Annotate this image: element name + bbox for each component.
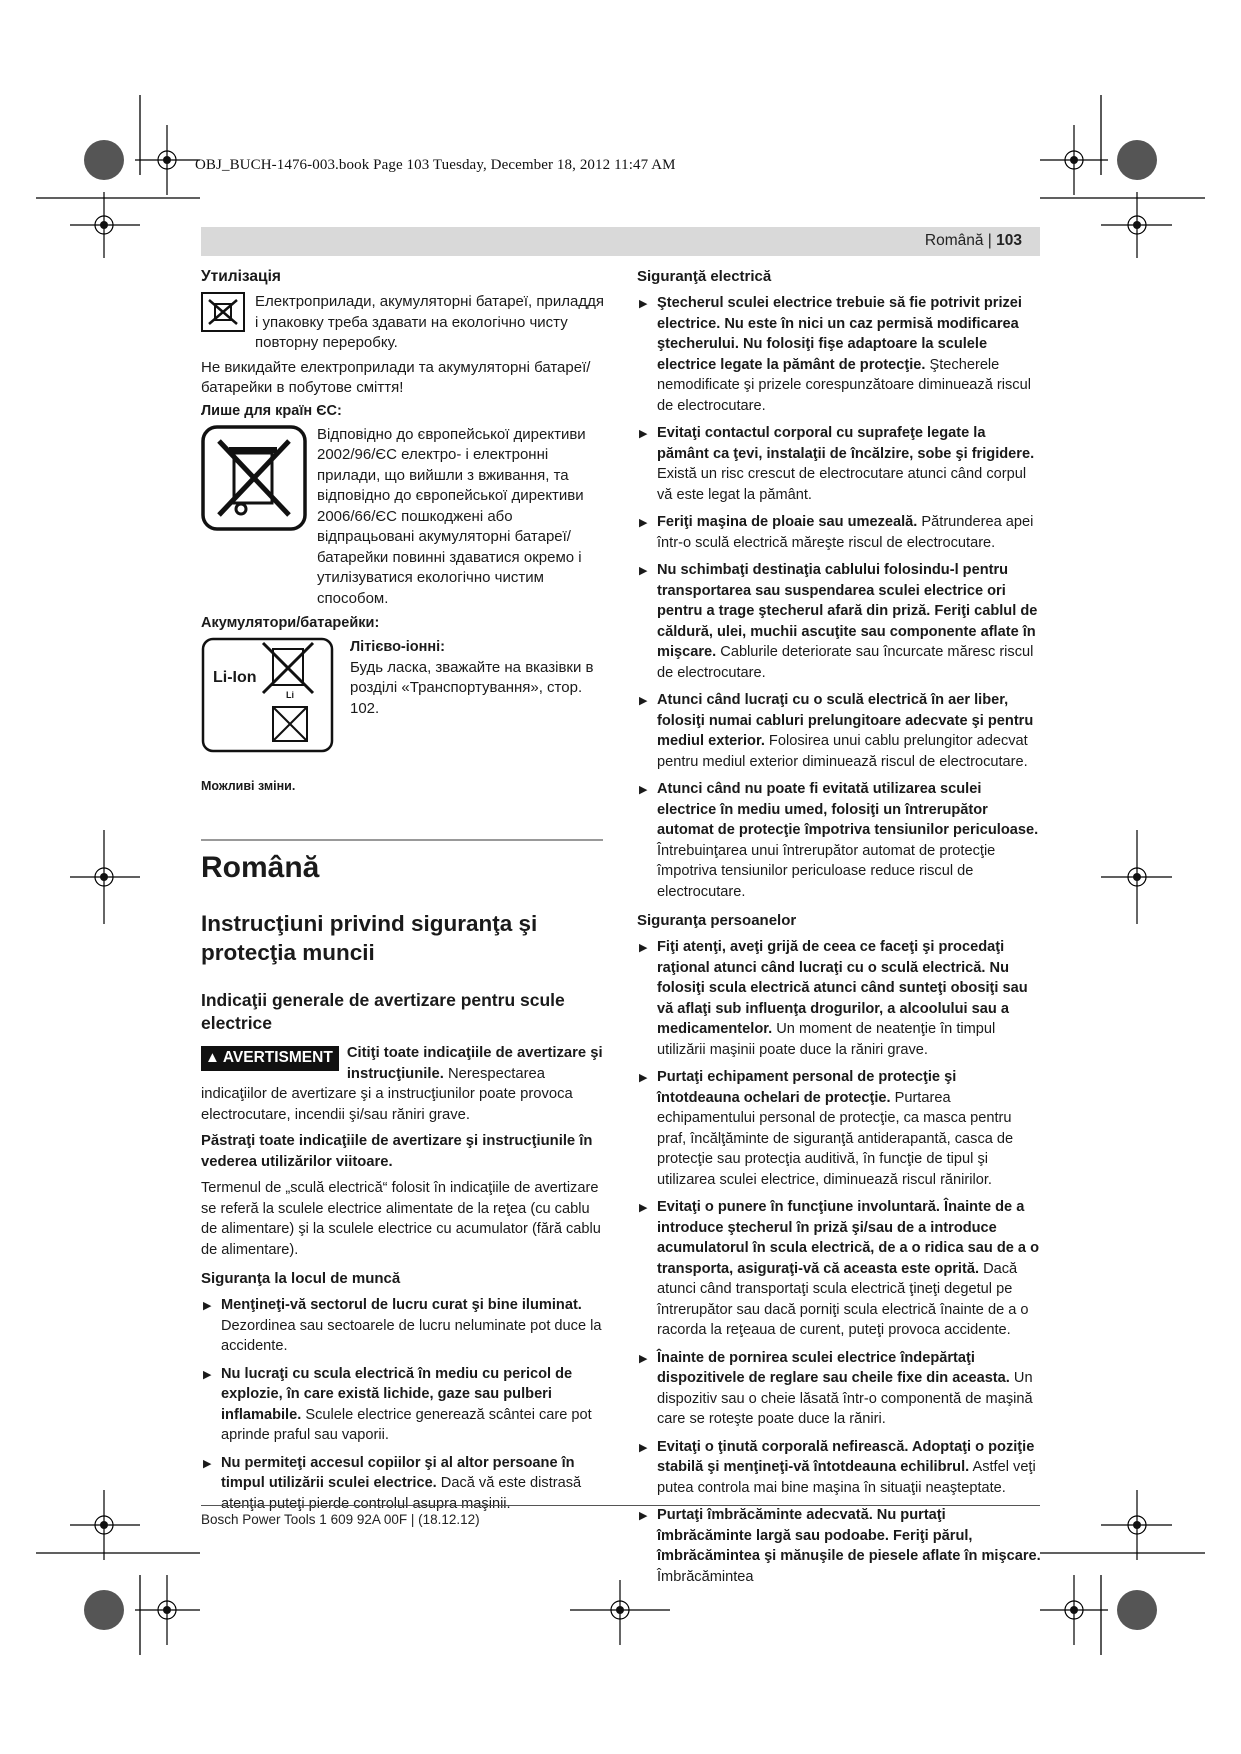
list-item — [201, 1364, 606, 1446]
list-item-bold: Atunci când nu poate fi evitată utilizarea sculei electrice în mediu umed, folosiţi un întrerupător automat de protecţie împotriva tensiunilor periculoase. — [657, 781, 1039, 838]
list-item-bold: Atunci când lucraţi cu o sculă electrică în aer liber, folosiţi numai cabluri prelungitoare adecvate şi pentru mediul exterior. — [657, 692, 1034, 749]
right-column — [637, 268, 1041, 1594]
liion-text: Будь ласка, зважайте на вказівки в розділі «Транспортування», стор. 102. — [350, 658, 594, 717]
page-footer: Bosch Power Tools 1 609 92A 00F | (18.12.12) — [201, 1512, 480, 1527]
warning-paragraph — [201, 1043, 606, 1125]
general-warnings-title: Indicaţii generale de avertizare pentru scule electrice — [201, 990, 565, 1033]
li-small-label: Li — [286, 690, 294, 700]
eu-label: Лише для країн ЄС: — [201, 402, 342, 419]
list-item — [637, 779, 1041, 902]
list-item-text: Există un risc crescut de electrocutare atunci când corpul vă este legat la pământ. — [657, 466, 1027, 503]
list-item — [637, 1197, 1041, 1341]
page-header-text — [925, 232, 1022, 250]
list-item — [637, 1067, 1041, 1190]
warning-triangle-icon: ▲ — [205, 1049, 220, 1066]
list-item-text: Astfel veţi putea controla mai bine maşina în situaţii neaşteptate. — [657, 1459, 1036, 1496]
header-separator: | — [987, 232, 992, 249]
list-item-bold: Evitaţi contactul corporal cu suprafeţe legate la pământ ca ţevi, instalaţii de încălzire, sobe şi frigidere. — [657, 425, 1035, 462]
batteries-label: Акумулятори/батарейки: — [201, 615, 380, 631]
safety-title: Instrucţiuni privind siguranţa şi protecţia muncii — [201, 911, 538, 965]
list-item-bold: Fiţi atenţi, aveţi grijă de ceea ce faceţi şi procedaţi raţional atunci când lucraţi cu o sculă electrică. Nu folosiţi scula electrică atunci când sunteţi obosiţi sau vă aflaţi sub influenţa drogurilor, a alcoolului sau a medicamentelor. — [657, 939, 1028, 1037]
header-language: Română — [924, 232, 984, 249]
list-item-bold: Purtaţi echipament personal de protecţie şi întotdeauna ochelari de protecţie. — [657, 1069, 957, 1106]
list-item-text: Întrebuinţarea unui întrerupător automat de protecţie împotriva tensiunilor periculoase reduce riscul de electrocutare. — [657, 842, 996, 900]
list-item-text: Folosirea unui cablu prelungitor adecvat pentru mediul exterior diminuează riscul de electrocutare. — [657, 733, 1028, 770]
list-item — [637, 937, 1041, 1060]
warning-badge — [201, 1046, 339, 1071]
list-item — [201, 1295, 606, 1357]
list-item-text: Purtarea echipamentului personal de protecţie, ca masca pentru praf, încălţăminte de siguranţă antiderapantă, casca de protecţie sau protecţia auditivă, în funcţie de tipul şi utilizarea sculei electrice, diminuează riscul rănirilor. — [657, 1089, 1014, 1188]
personal-safety-title: Siguranţa persoanelor — [637, 912, 797, 929]
work-area-list — [201, 1295, 606, 1514]
electrical-safety-list — [637, 293, 1041, 902]
list-item — [637, 1437, 1041, 1499]
list-item — [637, 293, 1041, 416]
list-item-text: Un moment de neatenţie în timpul utilizării maşinii poate duce la răniri grave. — [657, 1021, 996, 1058]
list-item-text: Cablurile deteriorate sau încurcate măresc riscul de electrocutare. — [657, 644, 1034, 681]
warning-badge-text: AVERTISMENT — [222, 1049, 333, 1066]
recycle-icon — [201, 292, 245, 354]
section-divider — [201, 839, 603, 841]
list-item-bold: Evitaţi o ţinută corporală nefirească. Adoptaţi o poziţie stabilă şi menţineţi-vă întotdeauna echilibrul. — [657, 1438, 1035, 1475]
list-item — [637, 1348, 1041, 1430]
utilization-text: Електроприлади, акумуляторні батареї, приладдя і упаковку треба здавати на екологічно чисту повторну переробку. — [255, 293, 604, 351]
list-item-text: Sculele electrice generează scântei care pot aprinde praful sau vaporii. — [221, 1406, 592, 1443]
changes-note: Можливі зміни. — [201, 779, 296, 793]
language-title: Română — [201, 851, 320, 884]
page-number: 103 — [996, 232, 1022, 249]
list-item — [637, 560, 1041, 683]
left-column — [201, 268, 606, 1521]
list-item — [637, 1505, 1041, 1587]
liion-icon-label: Li-Ion — [213, 669, 257, 686]
term-definition: Termenul de „sculă electrică“ folosit în indicaţiile de avertizare se referă la sculele electrice alimentate de la reţea (cu cablu de alimentare) şi la sculele electrice cu acumulator (fără cablu de alimentare). — [201, 1180, 601, 1258]
list-item-text: Dezordinea sau sectoarele de lucru neluminate pot duce la accidente. — [221, 1317, 602, 1354]
liion-text-block — [350, 637, 606, 753]
list-item-text: Îmbrăcămintea — [657, 1568, 754, 1585]
list-item — [637, 423, 1041, 505]
utilization-title: Утилізація — [201, 268, 281, 285]
list-item-text: Pătrunderea apei într-o sculă electrică măreşte riscul de electrocutare. — [657, 514, 1034, 551]
list-item-bold: Ştecherul sculei electrice trebuie să fie potrivit prizei electrice. Nu este în nici un caz permisă modificarea ştecherului. Nu folosiţi fişe adaptoare la sculele electrice legate la pământ de protecţie. — [657, 295, 1022, 373]
eu-row — [201, 425, 606, 610]
list-item — [637, 512, 1041, 553]
personal-safety-list — [637, 937, 1041, 1587]
list-item — [637, 690, 1041, 772]
list-item-bold: Nu permiteţi accesul copiilor şi al altor persoane în timpul utilizării sculei electrice. — [221, 1454, 575, 1491]
list-item-bold: Evitaţi o punere în funcţiune involuntară. Înainte de a introduce ştecherul în priză şi/sau de a introduce acumulatorul în scula electrică, de a o ridica sau de a o transporta, asiguraţi-vă că aceasta este oprită. — [657, 1199, 1040, 1277]
footer-rule — [201, 1505, 1040, 1506]
liion-icon — [201, 637, 334, 753]
work-area-title: Siguranţa la locul de muncă — [201, 1270, 401, 1287]
crossed-bin-icon — [201, 425, 307, 610]
list-item-text: Dacă vă este distrasă atenţia puteţi pierde controlul asupra maşinii. — [221, 1475, 582, 1512]
list-item-text: Dacă atunci când transportaţi scula electrică ţineţi degetul pe întrerupător sau dacă porniţi scula electrică înainte de a o racorda la reţeaua de curent, puteţi provoca accidente. — [657, 1260, 1029, 1338]
list-item-bold: Înainte de pornirea sculei electrice îndepărtaţi dispozitivele de reglare sau cheile fixe din aceasta. — [657, 1349, 1010, 1386]
liion-label: Літієво-іонні: — [350, 639, 446, 655]
list-item-bold: Nu lucraţi cu scula electrică în mediu cu pericol de explozie, în care există lichide, gaze sau pulberi inflamabile. — [221, 1365, 573, 1423]
warning-bold: Citiţi toate indicaţiile de avertizare şi instrucţiunile. — [346, 1045, 603, 1082]
list-item-text: Ştecherele nemodificate şi prizele corespunzătoare diminuează riscul de electrocutare. — [657, 356, 1031, 414]
list-item-bold: Purtaţi îmbrăcăminte adecvată. Nu purtaţi îmbrăcăminte largă sau podoabe. Feriţi părul, îmbrăcămintea şi mănuşile de piesele aflate în mişcare. — [657, 1507, 1041, 1564]
utilization-warning: Не викидайте електроприлади та акумуляторні батареї/батарейки в побутове сміття! — [201, 358, 591, 396]
keep-instructions: Păstraţi toate indicaţiile de avertizare şi instrucţiunile în vederea utilizărilor viitoare. — [201, 1133, 593, 1170]
page-header — [201, 227, 1040, 256]
list-item-bold: Nu schimbaţi destinaţia cablului folosindu-l pentru transportarea sau suspendarea sculei electrice ori pentru a trage ştecherul afară din priză. Feriţi cablul de căldură, ulei, muchii ascuţite sau componente aflate în mişcare. — [657, 562, 1038, 660]
list-item-bold: Menţineţi-vă sectorul de lucru curat şi bine iluminat. — [221, 1297, 582, 1313]
warning-text: Nerespectarea indicaţiilor de avertizare şi a instrucţiunilor poate provoca electrocutare, incendii şi/sau răniri grave. — [201, 1065, 573, 1123]
electrical-safety-title: Siguranţă electrică — [637, 268, 772, 285]
eu-text: Відповідно до європейської директиви 2002/96/ЄС електро- і електронні прилади, що вийшли з вживання, та відповідно до європейської директиви 2006/66/ЄС пошкоджені або відпрацьовані акумуляторні батареї/батарейки повинні здаватися окремо і утилізуватися екологічно чистим способом. — [317, 425, 586, 607]
utilization-row — [201, 292, 606, 354]
liion-row — [201, 637, 606, 753]
print-header: OBJ_BUCH-1476-003.book Page 103 Tuesday, December 18, 2012 11:47 AM — [195, 157, 676, 173]
list-item-bold: Feriţi maşina de ploaie sau umezeală. — [657, 514, 918, 530]
list-item-text: Un dispozitiv sau o cheie lăsată într-o componentă de maşină care se roteşte poate duce la răniri. — [657, 1370, 1033, 1427]
